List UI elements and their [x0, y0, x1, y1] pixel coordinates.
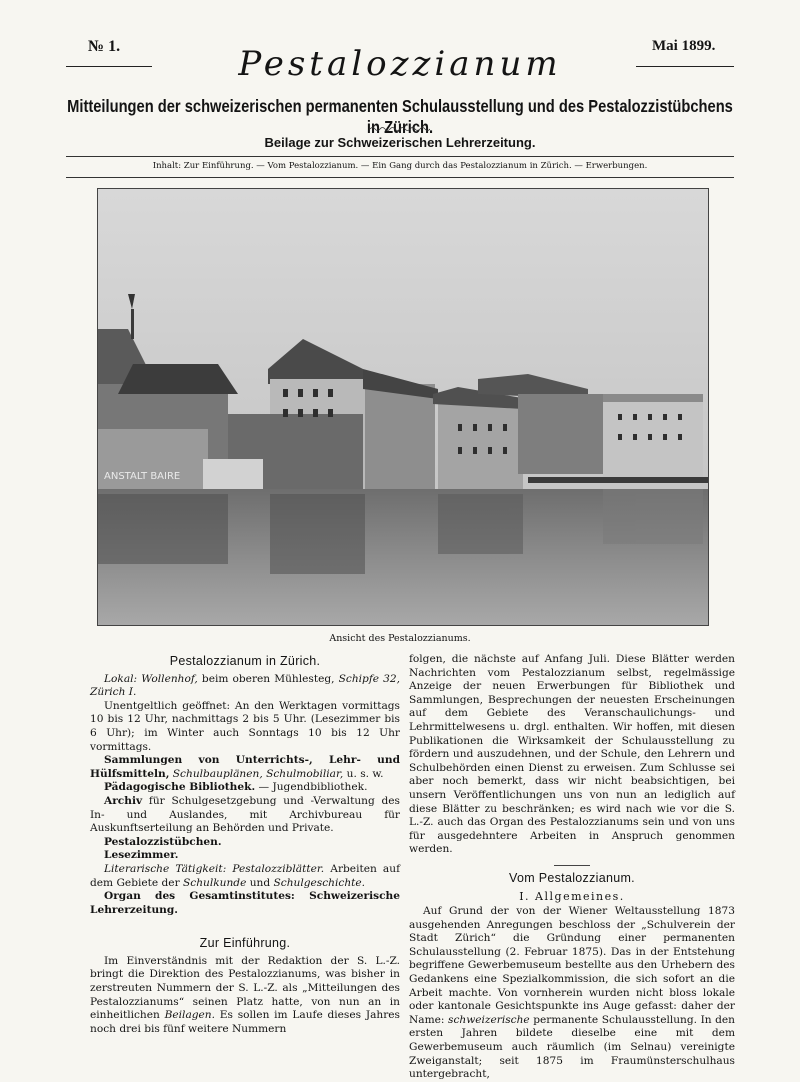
photo-pestalozzianum — [97, 188, 709, 626]
library-title: Pädagogische Bibliothek. — [104, 781, 256, 794]
literary-paragraph — [90, 863, 400, 890]
archive-paragraph — [90, 795, 400, 836]
intro-beilagen: Beilagen. — [164, 1009, 215, 1022]
collections-items: Schulbauplänen, Schulmobiliar, — [169, 767, 344, 780]
lokal-building: Wollenhof, — [141, 672, 198, 685]
squiggle-ornament — [370, 126, 430, 132]
supplement-line: Beilage zur Schweizerischen Lehrerzeitung. — [264, 135, 536, 150]
sign-lettering: ANSTALT BAIRE — [104, 471, 181, 482]
section-heading: Vom Pestalozzianum. — [509, 870, 635, 885]
intro-paragraph — [90, 955, 400, 1037]
library-rest: — Jugendbibliothek. — [255, 781, 368, 794]
contents-line: Inhalt: Zur Einführung. — Vom Pestalozzianum. — Ein Gang durch das Pestalozzianum in Zürich. — Erwerbungen. — [152, 161, 648, 171]
intro-heading: Zur Einführung. — [199, 936, 291, 951]
section-divider — [554, 865, 590, 866]
archive-text: für Schulgesetzgebung und -Verwaltung des In- und Auslandes, mit Archivbureau für Auskunftserteilung an Behörden und Private. — [90, 794, 400, 835]
left-column — [90, 653, 400, 1036]
lokal-text: beim oberen Mühlesteg, — [197, 672, 339, 685]
spacer — [90, 917, 400, 935]
continuation-paragraph: folgen, die nächste auf Anfang Juli. Diese Blätter werden Nachrichten vom Pestalozzianum selbst, regelmässige Anzeige der neuen Erwerbungen für Bibliothek und Sammlungen, Besprechungen der neuesten Erscheinungen auf dem Gebiete des Veranschaulichungs- und Lehrmittelwesens u. drgl. enthalten. Wir hoffen, mit diesen Publikationen die Wirksamkeit der Schulausstellung zu fördern und auszudehnen, und der Schule, den Lehrern und Schulbehörden einen Dienst zu erweisen. Zum Schlusse sei aber noch bemerkt, dass wir nicht beabsichtigen, bei unsern Veröffentlichungen uns von nun an lediglich auf diese Blätter zu beschränken; es wird nach wie vor die S. L.-Z. auch das Organ des Pestalozzianums sein und von uns für ausgedehntere Arbeiten in Anspruch genommen werden. — [409, 653, 735, 856]
history-text-a: Auf Grund der von der Wiener Weltausstellung 1873 ausgehenden Anregungen beschloss der „Schulverein der Stadt Zürich“ die Gründung einer permanenten Schulausstellung (2. Februar 1875). Das in der Entstehung begriffene Gewerbemuseum bestellte aus den Urhebern des Gedankens eine Spezialkommission, die sich sofort an die Arbeit machte. Von vornherein wurden nicht bloss lokale oder kantonale Gesichtspunkte ins Auge gefasst: daher der Name: — [409, 905, 735, 1026]
collections-title: Sammlungen von Unterrichts-, Lehr- und Hülfsmitteln, — [90, 754, 400, 780]
archive-title: Archiv — [104, 794, 143, 807]
photo-caption: Ansicht des Pestalozzianums. — [329, 633, 471, 644]
issue-date: Mai 1899. — [652, 38, 716, 54]
lesezimmer-line: Lesezimmer. — [104, 849, 179, 862]
literary-text-a: Arbeiten auf dem Gebiete der — [90, 862, 400, 889]
literary-schulgeschichte: Schulgeschichte. — [273, 876, 366, 889]
history-text-b: permanente Schulausstellung. In den ersten Jahren bildete dieselbe eine mit dem Gewerbemuseum auch räumlich (im Selnau) vereinigte Zweiganstalt; seit 1875 im Fraumünsterschulhaus untergebracht, — [409, 1013, 735, 1081]
intro-text-a: Im Einverständnis mit der Redaktion der S. L.-Z. bringt die Direktion des Pestalozzianums, was bisher in zerstreuten Nummern der S. L.-Z. als „Mitteilungen des Pestalozzianums“ seinen Platz hatte, von nun an in einheitlichen — [90, 954, 400, 1022]
masthead-title: Pestalozzianum — [238, 44, 562, 84]
literary-schulkunde: Schulkunde — [183, 876, 247, 889]
intro-text-b: Es sollen im Laufe dieses Jahres noch drei bis fünf weitere Nummern — [90, 1009, 400, 1035]
library-paragraph — [90, 781, 400, 795]
subsection-heading: I. Allgemeines. — [519, 889, 625, 903]
organ-line: Organ des Gesamtinstitutes: Schweizerische Lehrerzeitung. — [90, 890, 400, 916]
collections-rest: u. s. w. — [343, 767, 384, 780]
literary-text-b: und — [246, 876, 274, 889]
right-column — [409, 653, 735, 1082]
photo-illustration — [98, 189, 708, 625]
info-heading: Pestalozzianum in Zürich. — [169, 654, 321, 668]
issue-number: № 1. — [88, 38, 121, 55]
history-schweizerische: schweizerische — [448, 1013, 530, 1026]
masthead-subtitle: Mitteilungen der schweizerischen permanenten Schulausstellung und des Pestalozzistübchens in Zürich. — [67, 96, 733, 137]
literary-title: Literarische Tätigkeit: Pestalozziblätter. — [104, 862, 325, 875]
lokal-label: Lokal: — [104, 672, 138, 685]
stuebchen-line: Pestalozzistübchen. — [104, 835, 222, 848]
lokal-address: Schipfe 32, Zürich I. — [90, 672, 400, 699]
history-paragraph — [409, 905, 735, 1082]
opening-hours: Unentgeltlich geöffnet: An den Werktagen vormittags 10 bis 12 Uhr, nachmittags 2 bis 5 Uhr. (Lesezimmer bis 6 Uhr); im Winter auch Sonntags 10 bis 12 Uhr vormittags. — [90, 699, 400, 753]
lokal-paragraph — [90, 673, 400, 700]
collections-paragraph — [90, 754, 400, 781]
